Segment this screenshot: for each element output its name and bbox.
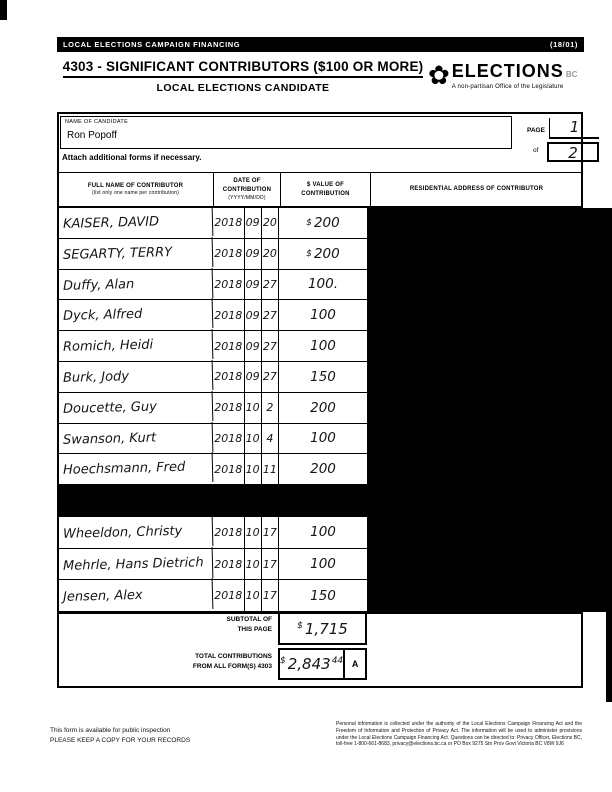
contribution-date [213, 393, 279, 423]
date-part: 17 [261, 517, 278, 548]
amount-value: 100. [307, 276, 339, 293]
date-part: 2018 [214, 401, 243, 415]
col-header-value [280, 173, 370, 206]
total-label-line1: TOTAL CONTRIBUTIONS [195, 653, 272, 660]
total-contributions-label [148, 652, 272, 672]
contribution-value [279, 331, 368, 361]
date-part: 2018 [214, 308, 243, 322]
date-part: 2 [261, 393, 278, 423]
col-header-date [213, 173, 280, 206]
amount-value: 100 [310, 338, 336, 355]
elections-bc-logo [428, 62, 596, 104]
contributor-name: Doucette, Guy [58, 391, 214, 425]
subtotal-dollar-sign: $ [297, 620, 303, 631]
dollar-sign: $ [306, 248, 312, 259]
amount-value: 100 [310, 556, 336, 573]
amount-value: 200 [313, 214, 340, 231]
amount-value: 200 [310, 461, 336, 478]
date-part: 2018 [214, 525, 243, 539]
contributor-name: Hoechsmann, Fred [58, 452, 214, 486]
date-part: 09 [244, 270, 261, 300]
amount-value: 200 [310, 399, 336, 416]
date-part: 10 [244, 454, 261, 484]
footer-left-line1: This form is available for public inspection [50, 727, 171, 734]
logo-tagline: A non-partisan Office of the Legislature [451, 84, 564, 90]
date-part: 09 [244, 208, 261, 238]
date-part: 2018 [214, 277, 243, 291]
public-inspection-note [50, 726, 280, 746]
table-header-row [57, 172, 583, 208]
form-subtitle: LOCAL ELECTIONS CANDIDATE [156, 82, 330, 94]
date-part: 27 [261, 270, 278, 300]
col-header-value-line1: $ VALUE OF [307, 181, 344, 188]
box-a-cell: A [343, 650, 365, 678]
date-part: 10 [244, 424, 261, 454]
total-cents: 44 [331, 656, 344, 666]
contributor-name: Wheeldon, Christy [58, 515, 214, 550]
contributor-name: Dyck, Alfred [58, 298, 214, 332]
col-header-value-line2: CONTRIBUTION [301, 190, 350, 197]
date-part: 27 [261, 362, 278, 392]
col-header-name-line1: FULL NAME OF CONTRIBUTOR [87, 182, 184, 189]
contribution-value [279, 208, 368, 238]
contribution-value [279, 300, 368, 330]
date-part: 2018 [214, 247, 243, 261]
subtotal-label-line1: SUBTOTAL OF [226, 616, 272, 623]
contributor-name: Burk, Jody [58, 360, 214, 394]
scan-artifact-mark [0, 0, 7, 20]
amount-value: 100 [310, 307, 336, 324]
col-header-contributor-name [58, 173, 213, 206]
logo-wordmark: ELECTIONS [451, 61, 564, 81]
footer-left-line2: PLEASE KEEP A COPY FOR YOUR RECORDS [50, 736, 191, 744]
total-pages-field [547, 142, 599, 162]
date-part: 17 [261, 549, 278, 580]
contribution-value [279, 517, 368, 548]
form-version: (18/01) [550, 40, 578, 49]
total-label-line2: FROM ALL FORM(S) 4303 [192, 662, 272, 670]
subtotal-label [180, 615, 272, 635]
contributor-name: Swanson, Kurt [58, 422, 214, 456]
contribution-value [279, 393, 368, 423]
total-dollar-sign: $ [280, 656, 286, 666]
date-part: 2018 [214, 431, 243, 445]
col-header-name-line2: (list only one name per contribution) [92, 190, 179, 197]
date-part: 2018 [214, 557, 243, 571]
date-part: 10 [244, 580, 261, 611]
col-header-address-text: RESIDENTIAL ADDRESS OF CONTRIBUTOR [409, 186, 544, 193]
candidate-name-field [60, 116, 512, 149]
date-part: 4 [261, 424, 278, 454]
attach-note: Attach additional forms if necessary. [62, 153, 202, 162]
amount-value: 150 [310, 368, 336, 385]
contribution-date [213, 517, 279, 548]
candidate-name-value: Ron Popoff [67, 130, 117, 141]
date-part: 27 [261, 300, 278, 330]
privacy-notice: Personal information is collected under the authority of the Local Elections Campaign Financing Act and the Freedom of Information and Protection of Privacy Act. The information will be used to administer provisions under the Local Elections Campaign Financing Act. Questions can be directed to: Privacy Officer, Elections BC, toll-free 1-800-661-8683, privacy@elections.bc.ca or PO Box 9275 Stn Prov Govt Victoria BC V8W 9J6 [336, 721, 582, 748]
date-part: 2018 [214, 339, 243, 353]
col-header-address [370, 173, 582, 206]
contribution-date [213, 300, 279, 330]
date-part: 27 [261, 331, 278, 361]
page-number-field [549, 118, 599, 139]
subtotal-value-box [278, 612, 367, 645]
total-value: 2,843 [287, 655, 331, 673]
contribution-date [213, 424, 279, 454]
contributor-name: KAISER, DAVID [58, 206, 214, 240]
date-part: 17 [261, 580, 278, 611]
amount-value: 100 [310, 430, 336, 447]
date-part: 09 [244, 331, 261, 361]
date-part: 09 [244, 362, 261, 392]
date-part: 10 [244, 393, 261, 423]
starburst-icon: ✿ [428, 60, 450, 90]
contribution-value [279, 580, 368, 611]
contribution-date [213, 549, 279, 580]
col-header-date-line2: CONTRIBUTION [222, 186, 272, 193]
date-part: 2018 [214, 370, 243, 384]
contribution-date [213, 331, 279, 361]
contribution-date [213, 454, 279, 484]
of-label: of [533, 147, 539, 154]
contribution-date [213, 580, 279, 611]
scan-artifact-edge-line [606, 610, 612, 702]
total-contributions-box [278, 648, 367, 680]
contribution-date [213, 270, 279, 300]
contributor-name: SEGARTY, TERRY [58, 237, 214, 271]
form-header-bar [57, 37, 584, 52]
logo-region: BC [565, 70, 578, 79]
subtotal-value: 1,715 [304, 619, 348, 638]
dollar-sign: $ [306, 217, 312, 228]
col-header-date-line1: DATE OF [233, 178, 261, 185]
form-title: 4303 - SIGNIFICANT CONTRIBUTORS ($100 OR MORE) [63, 59, 424, 78]
contribution-date [213, 239, 279, 269]
contribution-value [279, 362, 368, 392]
contribution-value [279, 424, 368, 454]
page-number-value: 1 [569, 118, 580, 136]
date-part: 20 [261, 208, 278, 238]
contribution-value [279, 270, 368, 300]
total-pages-value: 2 [568, 144, 578, 162]
contribution-value [279, 454, 368, 484]
contributor-name: Romich, Heidi [58, 329, 214, 363]
date-part: 10 [244, 517, 261, 548]
date-part: 2018 [214, 589, 243, 603]
date-part: 20 [261, 239, 278, 269]
date-part: 09 [244, 300, 261, 330]
form-header-title: LOCAL ELECTIONS CAMPAIGN FINANCING [63, 40, 241, 49]
amount-value: 200 [313, 245, 340, 262]
date-part: 10 [244, 549, 261, 580]
date-part: 09 [244, 239, 261, 269]
col-header-date-line3: (YYYY/MM/DD) [228, 194, 266, 201]
date-part: 2018 [214, 462, 243, 476]
contributor-name: Duffy, Alan [58, 268, 214, 302]
contributor-name: Mehrle, Hans Dietrich [58, 547, 214, 582]
page-label: PAGE [527, 127, 545, 134]
candidate-name-label: NAME OF CANDIDATE [65, 119, 129, 125]
date-part: 11 [261, 454, 278, 484]
amount-value: 100 [310, 524, 336, 541]
subtotal-label-line2: THIS PAGE [237, 625, 272, 633]
contribution-date [213, 362, 279, 392]
date-part: 2018 [214, 216, 243, 230]
redaction-block-addresses [368, 208, 612, 612]
contributor-name: Jensen, Alex [58, 578, 214, 613]
amount-value: 150 [310, 587, 336, 604]
form-title-block [57, 58, 429, 94]
contribution-date [213, 208, 279, 238]
contribution-value [279, 549, 368, 580]
contribution-value [279, 239, 368, 269]
